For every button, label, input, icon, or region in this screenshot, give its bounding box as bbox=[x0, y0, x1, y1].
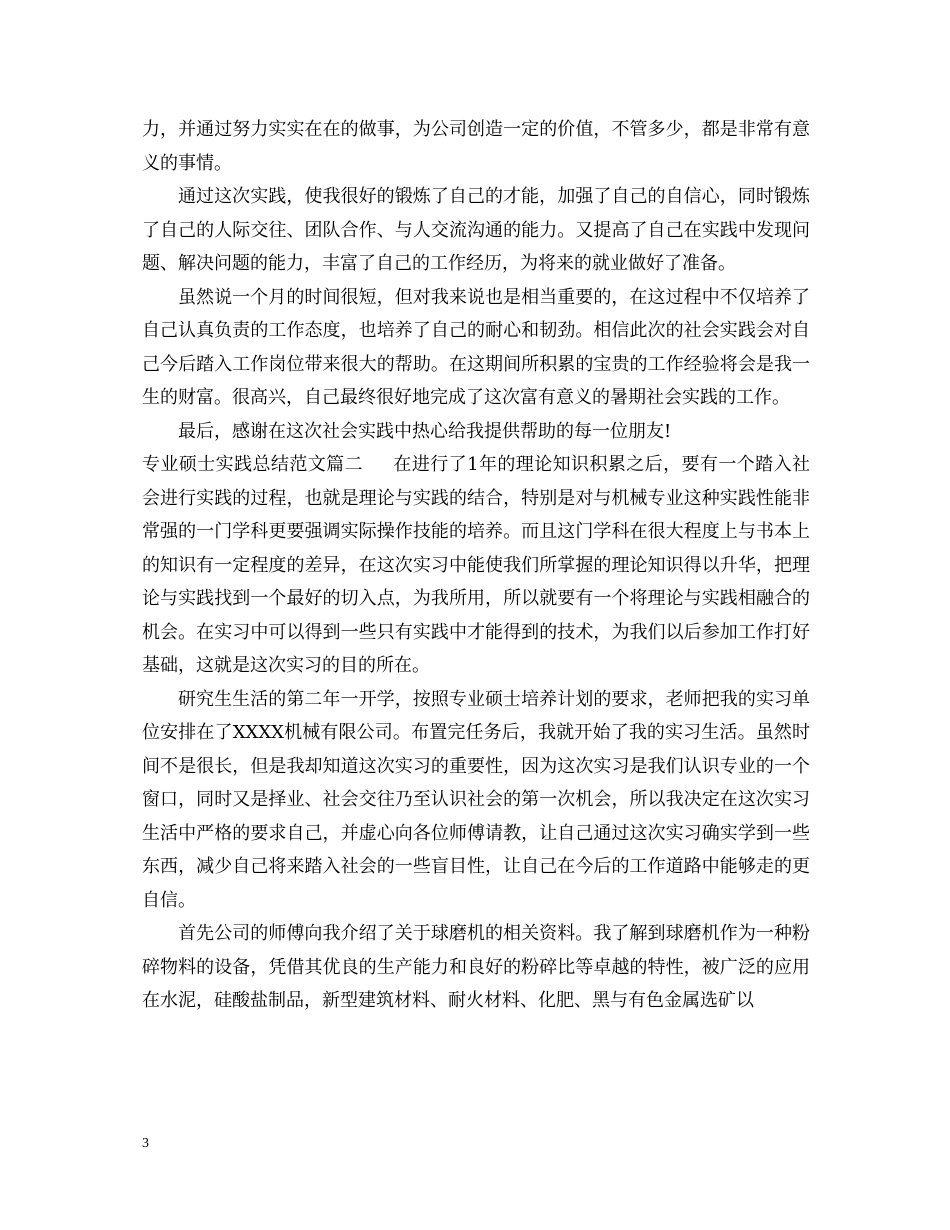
paragraph-6: 首先公司的师傅向我介绍了关于球磨机的相关资料。我了解到球磨机作为一种粉碎物料的设备，凭借其优良的生产能力和良好的粉碎比等卓越的特性，被广泛的应用在水泥，硅酸盐制品，新型建筑材料、耐火材料、化肥、黑与有色金属选矿以 bbox=[142, 923, 810, 1011]
paragraph-3: 虽然说一个月的时间很短，但对我来说也是相当重要的，在这过程中不仅培养了自己认真负责的工作态度，也培养了自己的耐心和韧劲。相信此次的社会实践会对自己今后踏入工作岗位带来很大的帮助。在这期间所积累的宝贵的工作经验将会是我一生的财富。很高兴，自己最终很好地完成了这次富有意义的暑期社会实践的工作。 bbox=[142, 286, 810, 408]
document-body bbox=[142, 113, 810, 1018]
paragraph-2: 通过这次实践，使我很好的锻炼了自己的才能，加强了自己的自信心，同时锻炼了自己的人际交往、团队合作、与人交流沟通的能力。又提高了自己在实践中发现问题、解决问题的能力，丰富了自己的工作经历，为将来的就业做好了准备。 bbox=[142, 186, 810, 274]
paragraph-4: 最后，感谢在这次社会实践中热心给我提供帮助的每一位朋友! bbox=[178, 420, 672, 442]
section-first-paragraph: 在进行了1年的理论知识积累之后，要有一个踏入社会进行实践的过程，也就是理论与实践的结合，特别是对与机械专业这种实践性能非常强的一门学科更要强调实际操作技能的培养。而且这门学科在很大程度上与书本上的知识有一定程度的差异，在这次实习中能使我们所掌握的理论知识得以升华，把理论与实践找到一个最好的切入点，为我所用，所以就要有一个将理论与实践相融合的机会。在实习中可以得到一些只有实践中才能得到的技术，为我们以后参加工作打好基础，这就是这次实习的目的所在。 bbox=[142, 454, 811, 676]
page-number: 3 bbox=[142, 1136, 149, 1151]
paragraph-5: 研究生生活的第二年一开学，按照专业硕士培养计划的要求，老师把我的实习单位安排在了XXXX机械有限公司。布置完任务后，我就开始了我的实习生活。虽然时间不是很长，但是我却知道这次实习的重要性，因为这次实习是我们认识专业的一个窗口，同时又是择业、社会交往乃至认识社会的第一次机会，所以我决定在这次实习生活中严格的要求自己，并虚心向各位师傅请教，让自己通过这次实习确实学到一些东西，减少自己将来踏入社会的一些盲目性，让自己在今后的工作道路中能够走的更自信。 bbox=[142, 688, 810, 911]
paragraph-1: 力，并通过努力实实在在的做事，为公司创造一定的价值，不管多少，都是非常有意义的事情。 bbox=[142, 119, 810, 174]
section-title: 专业硕士实践总结范文篇二 bbox=[142, 454, 363, 475]
section-paragraph bbox=[142, 448, 810, 683]
